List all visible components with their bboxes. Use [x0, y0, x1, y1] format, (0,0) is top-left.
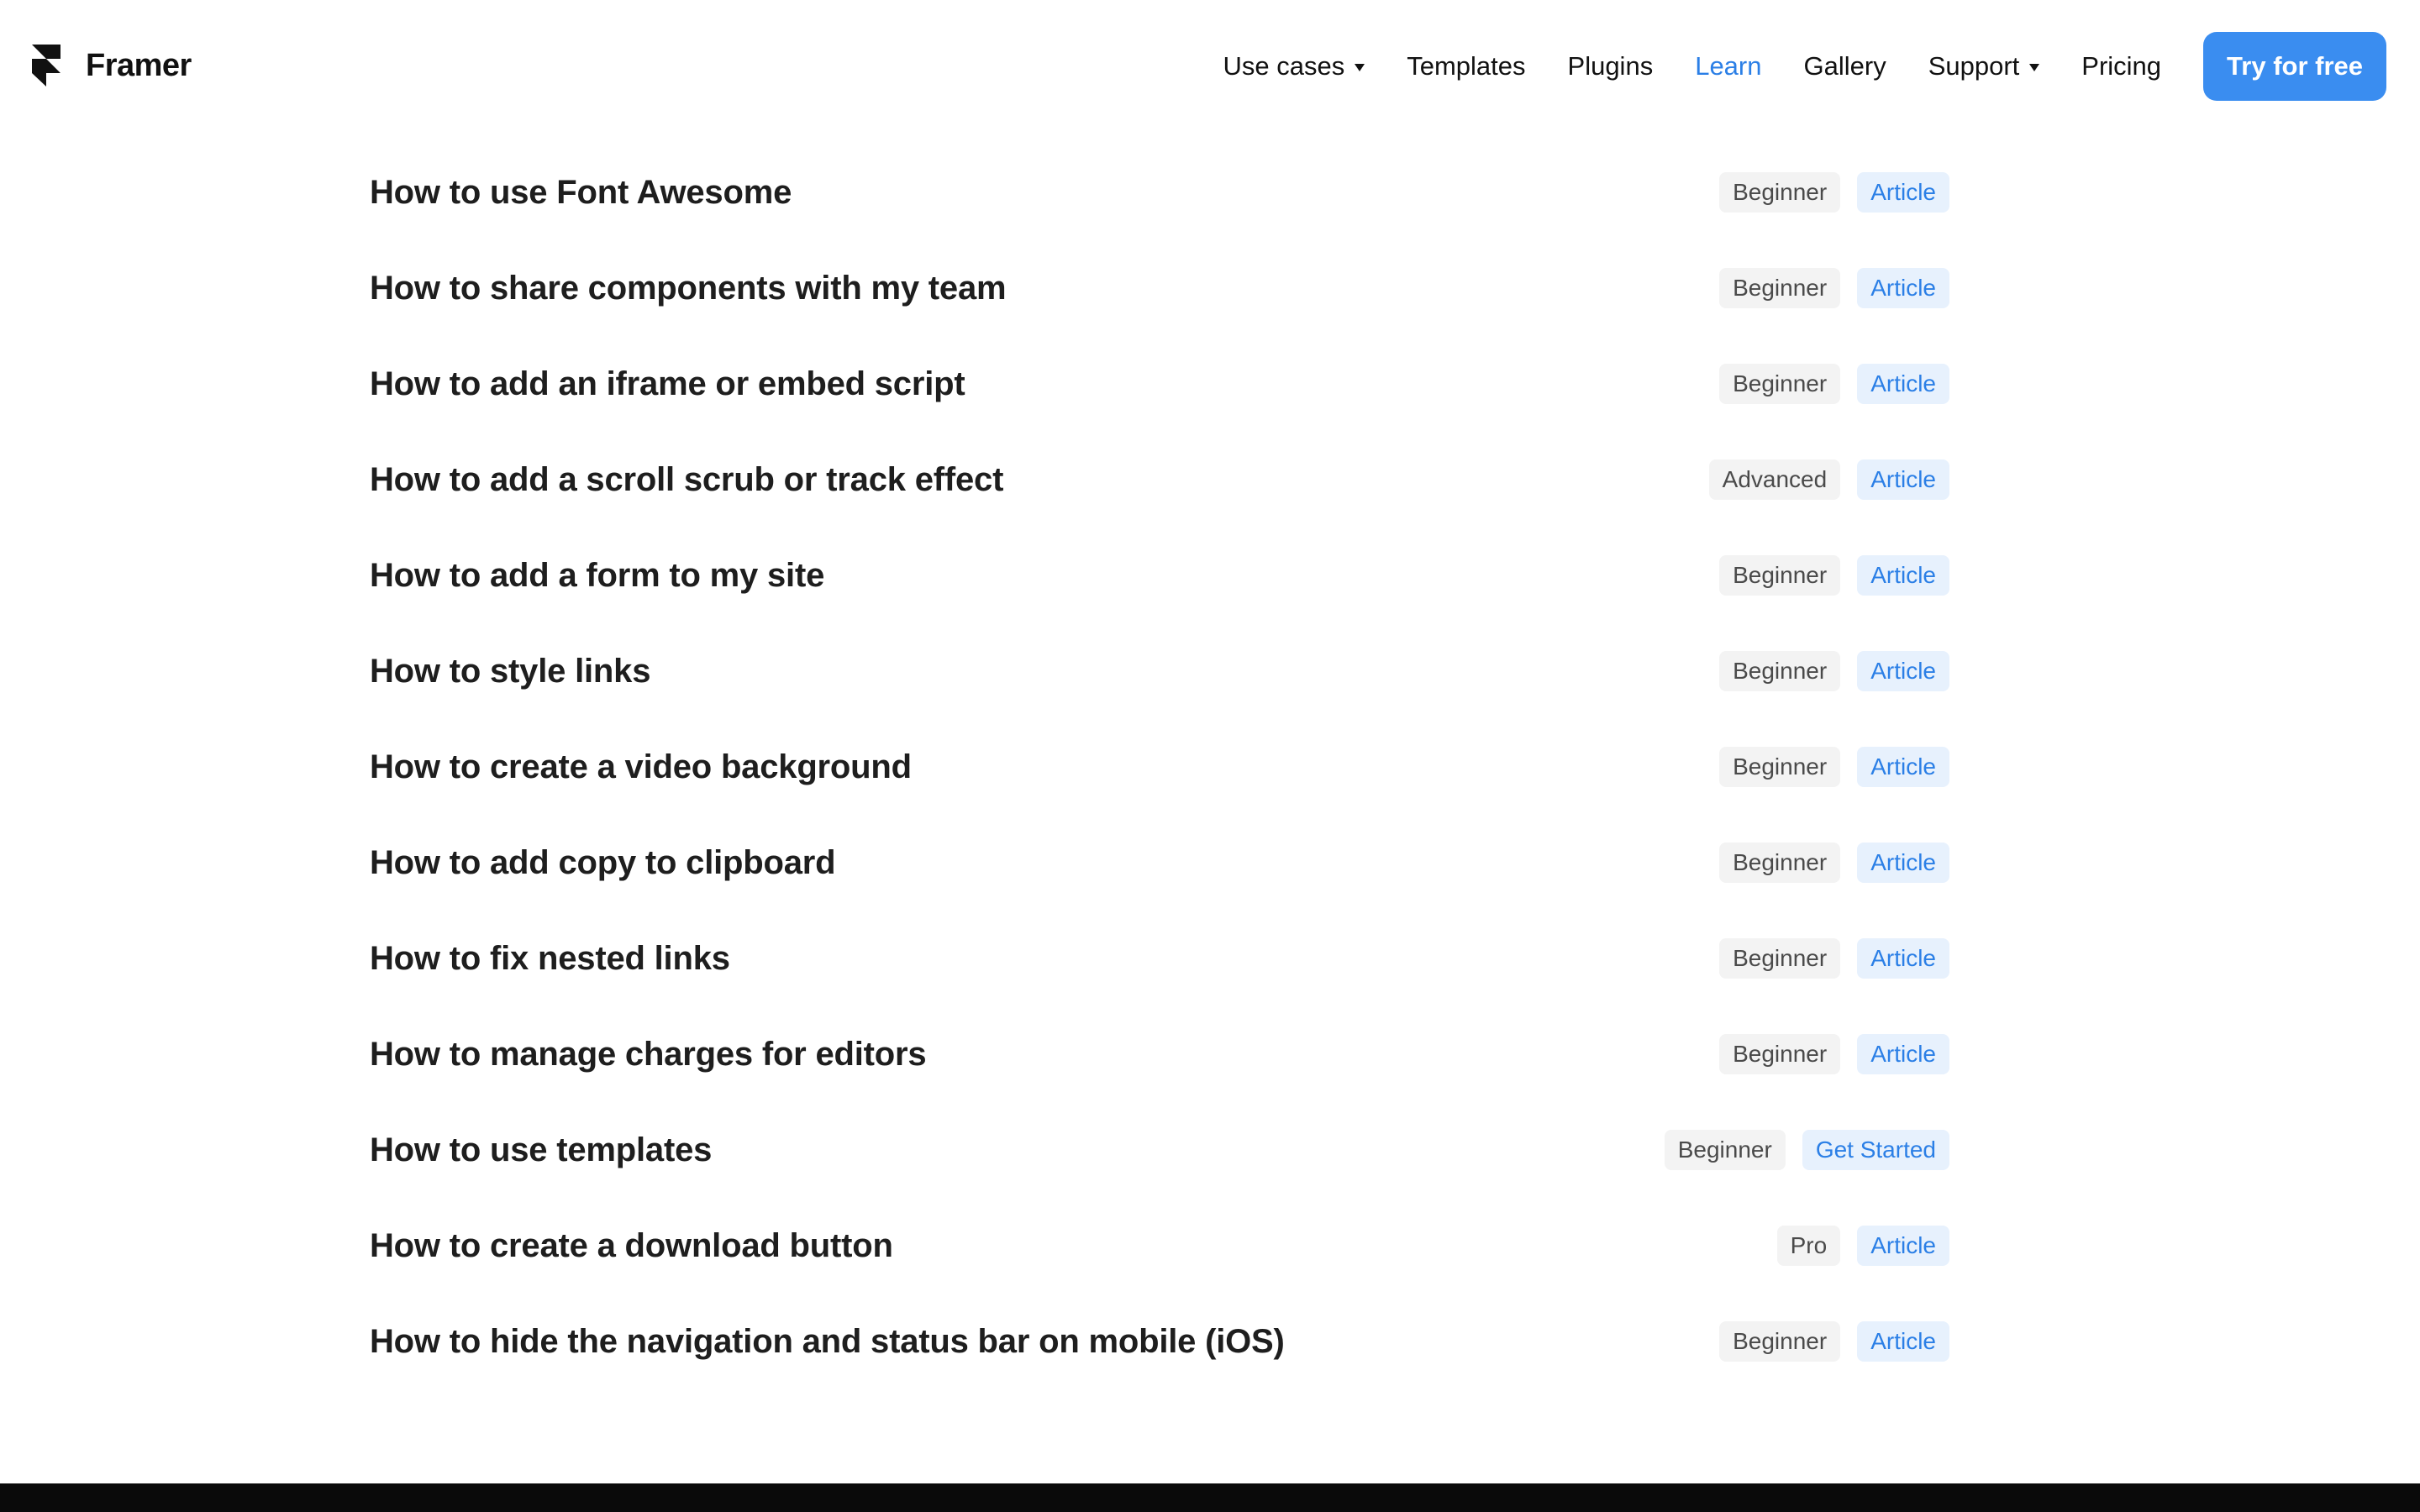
nav-item-use-cases[interactable]	[1223, 51, 1365, 81]
article-title: How to fix nested links	[370, 939, 730, 977]
type-badge: Article	[1857, 747, 1949, 787]
level-badge: Beginner	[1719, 843, 1840, 883]
footer-band	[0, 1483, 2420, 1512]
framer-logo-icon	[32, 45, 60, 87]
brand-name: Framer	[86, 47, 192, 83]
article-title: How to create a video background	[370, 748, 912, 785]
level-badge: Beginner	[1719, 1321, 1840, 1362]
level-badge: Beginner	[1719, 651, 1840, 691]
brand-link[interactable]	[32, 44, 192, 87]
nav-item-plugins[interactable]	[1568, 51, 1654, 81]
type-badge: Article	[1857, 459, 1949, 500]
type-badge: Article	[1857, 172, 1949, 213]
article-tags	[1719, 843, 2050, 883]
nav-item-label: Templates	[1407, 51, 1526, 81]
level-badge: Beginner	[1719, 268, 1840, 308]
list-item[interactable]	[370, 623, 2050, 719]
article-tags	[1777, 1226, 2050, 1266]
article-tags	[1665, 1130, 2050, 1170]
article-title: How to style links	[370, 652, 651, 690]
nav-item-label: Learn	[1695, 51, 1762, 81]
article-tags	[1719, 364, 2050, 404]
nav-item-label: Pricing	[2081, 51, 2162, 81]
article-title: How to add a form to my site	[370, 556, 825, 594]
list-item[interactable]	[370, 432, 2050, 528]
level-badge: Pro	[1777, 1226, 1841, 1266]
article-tags	[1719, 938, 2050, 979]
article-title: How to add copy to clipboard	[370, 843, 836, 881]
list-item[interactable]	[370, 1006, 2050, 1102]
article-title: How to use templates	[370, 1131, 713, 1168]
level-badge: Beginner	[1665, 1130, 1786, 1170]
type-badge: Article	[1857, 364, 1949, 404]
article-title: How to create a download button	[370, 1226, 893, 1264]
nav-item-label: Use cases	[1223, 51, 1345, 81]
type-badge: Get Started	[1802, 1130, 1949, 1170]
level-badge: Advanced	[1709, 459, 1841, 500]
type-badge: Article	[1857, 555, 1949, 596]
caret-down-icon	[1355, 64, 1365, 71]
article-tags	[1719, 268, 2050, 308]
nav-item-gallery[interactable]	[1804, 51, 1886, 81]
list-item[interactable]	[370, 815, 2050, 911]
list-item[interactable]	[370, 336, 2050, 432]
type-badge: Article	[1857, 268, 1949, 308]
main-nav	[1181, 32, 2386, 101]
site-header	[0, 0, 2420, 134]
level-badge: Beginner	[1719, 938, 1840, 979]
article-tags	[1719, 172, 2050, 213]
type-badge: Article	[1857, 651, 1949, 691]
type-badge: Article	[1857, 1034, 1949, 1074]
level-badge: Beginner	[1719, 172, 1840, 213]
article-title: How to add a scroll scrub or track effect	[370, 460, 1004, 498]
type-badge: Article	[1857, 938, 1949, 979]
article-tags	[1719, 555, 2050, 596]
nav-item-pricing[interactable]	[2081, 51, 2161, 81]
nav-item-label: Plugins	[1567, 51, 1654, 81]
list-item[interactable]	[370, 240, 2050, 336]
list-item[interactable]	[370, 144, 2050, 240]
article-tags	[1719, 747, 2050, 787]
article-title: How to hide the navigation and status bar on mobile (iOS)	[370, 1322, 1285, 1360]
article-title: How to add an iframe or embed script	[370, 365, 965, 402]
article-tags	[1719, 651, 2050, 691]
level-badge: Beginner	[1719, 555, 1840, 596]
caret-down-icon	[2029, 64, 2039, 71]
try-for-free-button[interactable]: Try for free	[2203, 32, 2386, 101]
nav-item-support[interactable]	[1928, 51, 2040, 81]
nav-item-label: Gallery	[1803, 51, 1886, 81]
article-tags	[1719, 1034, 2050, 1074]
type-badge: Article	[1857, 1321, 1949, 1362]
article-tags	[1719, 1321, 2050, 1362]
article-title: How to share components with my team	[370, 269, 1007, 307]
article-title: How to use Font Awesome	[370, 173, 792, 211]
level-badge: Beginner	[1719, 747, 1840, 787]
list-item[interactable]	[370, 1102, 2050, 1198]
list-item[interactable]	[370, 719, 2050, 815]
level-badge: Beginner	[1719, 364, 1840, 404]
nav-item-learn[interactable]	[1695, 51, 1761, 81]
list-item[interactable]	[370, 1198, 2050, 1294]
list-item[interactable]	[370, 911, 2050, 1006]
type-badge: Article	[1857, 1226, 1949, 1266]
article-tags	[1709, 459, 2050, 500]
list-item[interactable]	[370, 528, 2050, 623]
article-list	[370, 144, 2050, 1389]
list-item[interactable]	[370, 1294, 2050, 1389]
type-badge: Article	[1857, 843, 1949, 883]
nav-item-templates[interactable]	[1407, 51, 1525, 81]
article-title: How to manage charges for editors	[370, 1035, 927, 1073]
nav-item-label: Support	[1928, 51, 2020, 81]
level-badge: Beginner	[1719, 1034, 1840, 1074]
